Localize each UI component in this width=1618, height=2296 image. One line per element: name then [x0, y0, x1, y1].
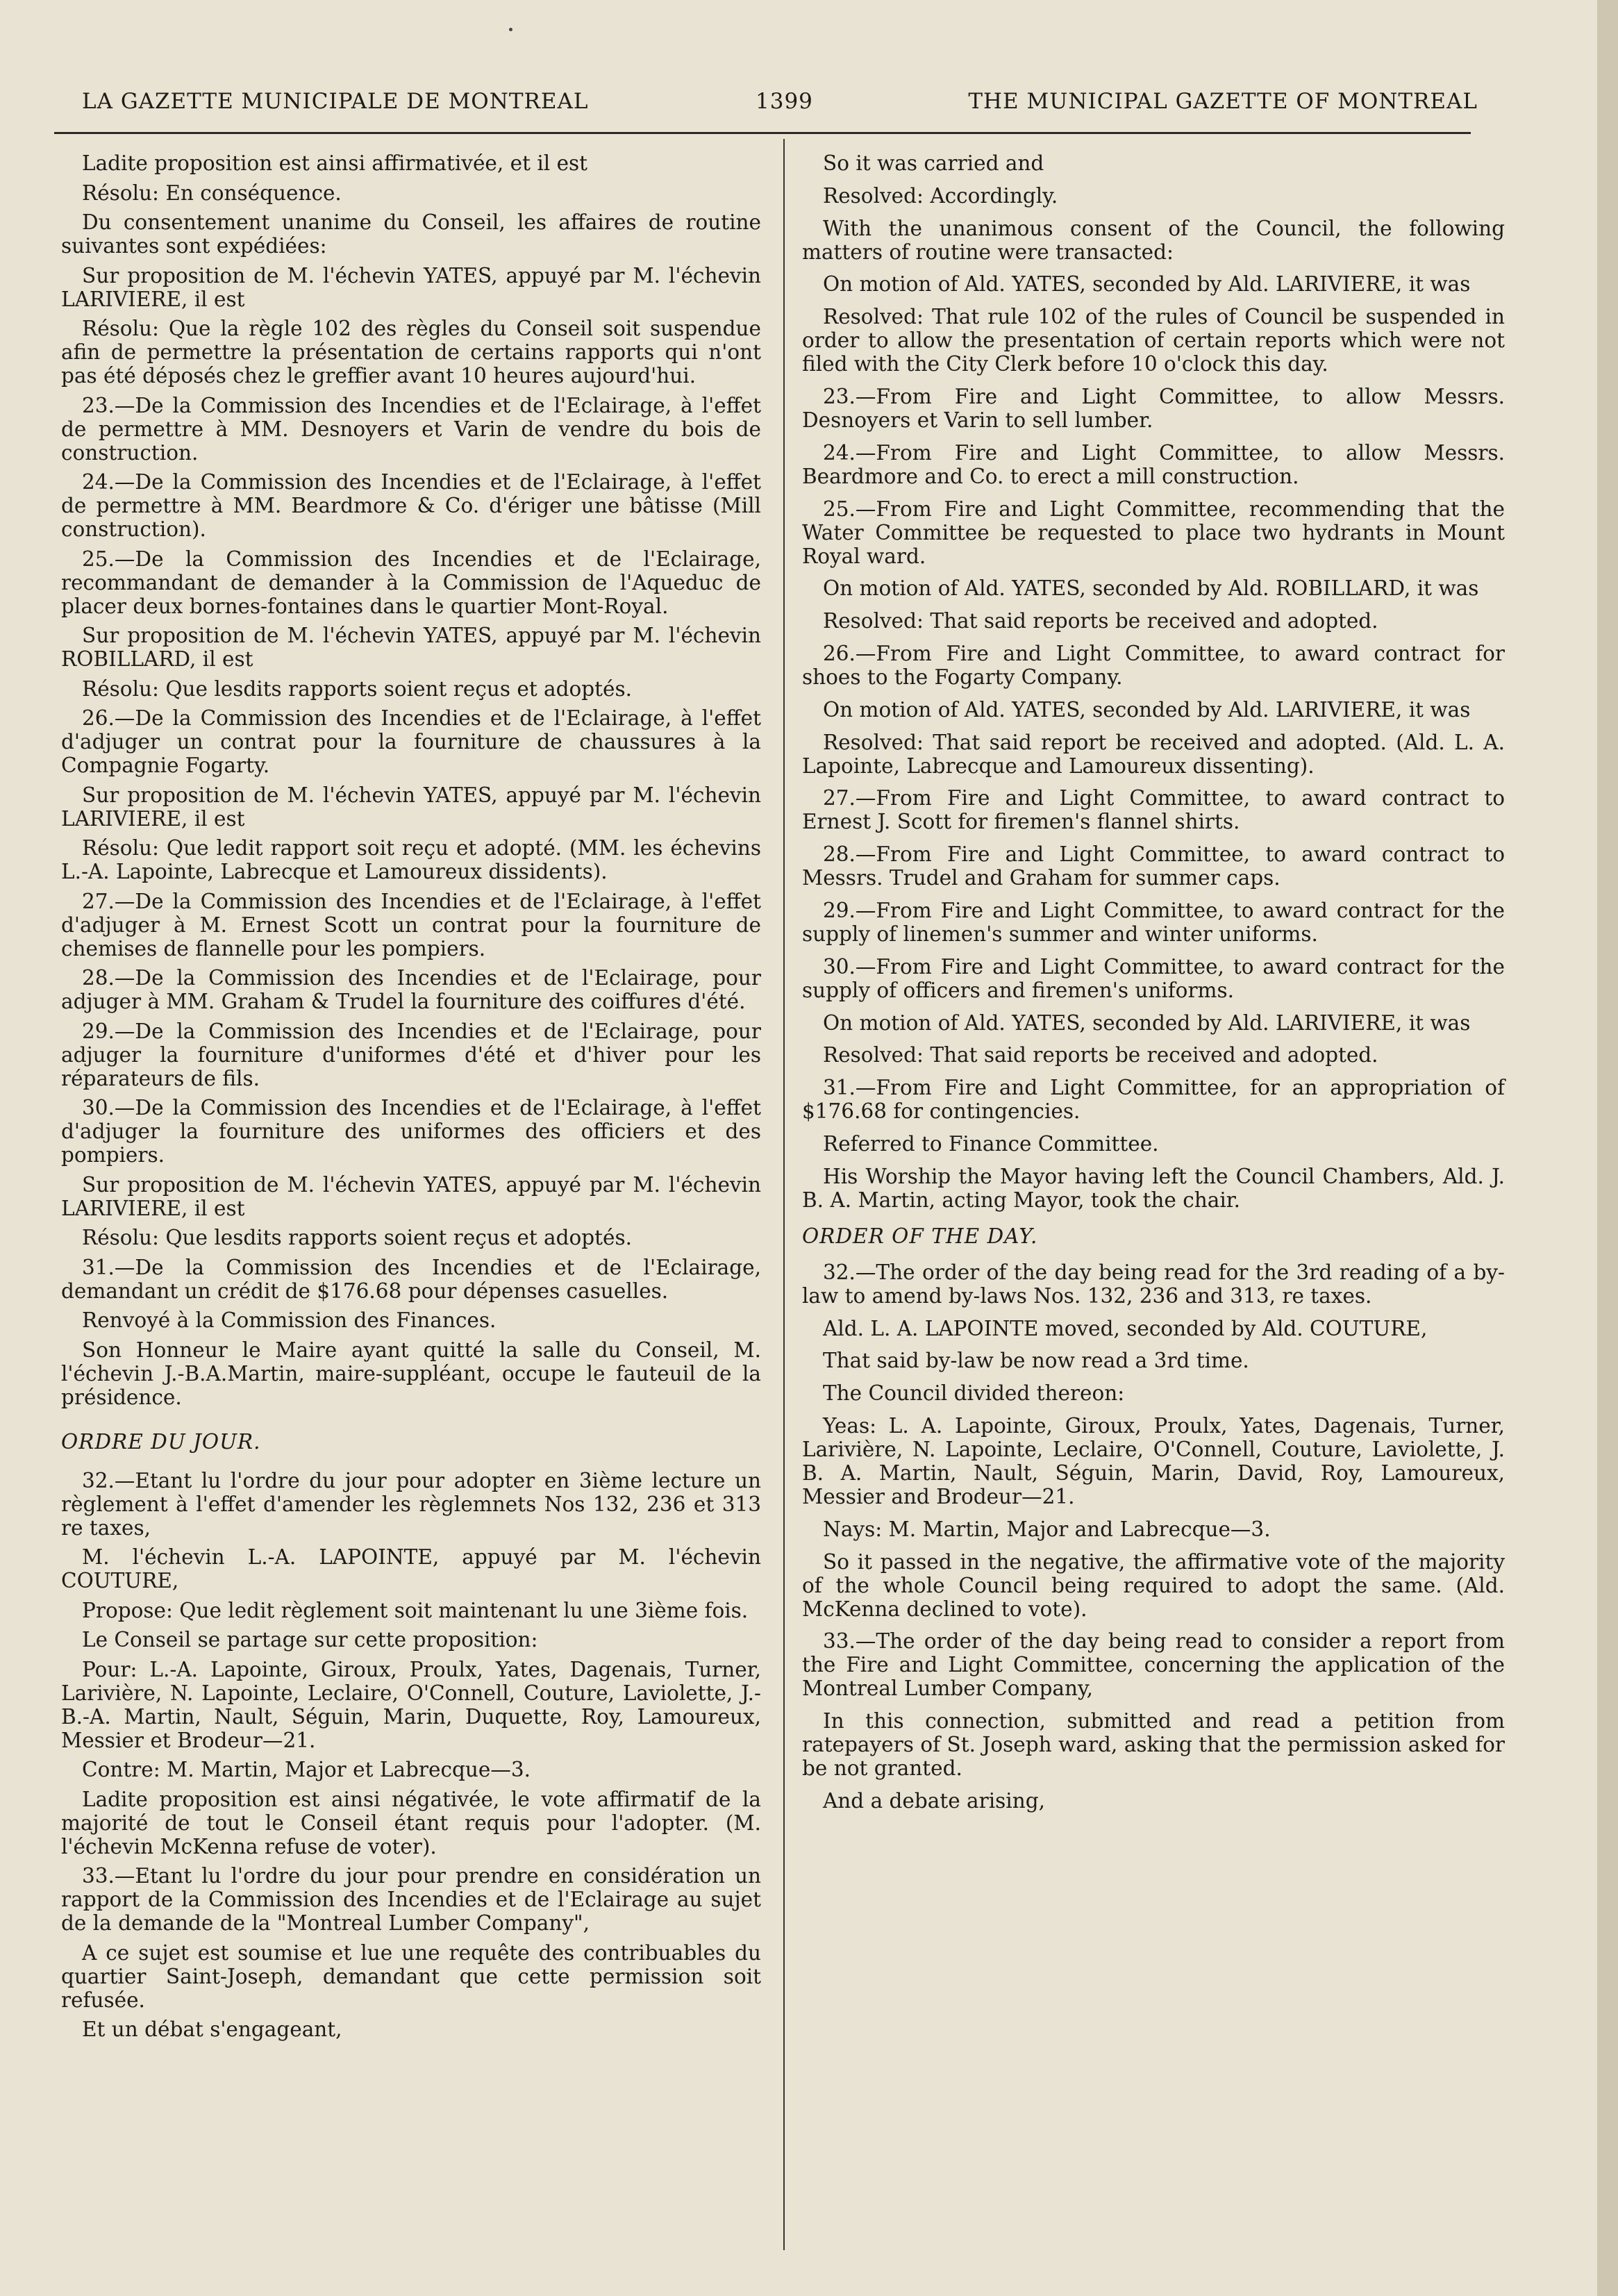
paragraph: 30.—De la Commission des Incendies et de l'Eclairage, à l'effet d'adjuger la fourniture des uniformes des officiers et des pompiers. — [61, 1096, 761, 1167]
paragraph: Referred to Finance Committee. — [823, 1131, 1159, 1156]
paragraph: Ladite proposition est ainsi affirmativée, et il est — [82, 151, 588, 175]
paragraph: Resolved: That rule 102 of the rules of Council be suspended in order to allow the presentation of certain reports which were not filed with the City Clerk before 10 o'clock this day. — [802, 305, 1505, 376]
page-number: 1399 — [756, 89, 813, 114]
paragraph: Resolved: That said reports be received and adopted. — [823, 609, 1378, 633]
paragraph: Sur proposition de M. l'échevin YATES, appuyé par M. l'échevin LARIVIERE, il est — [61, 783, 761, 831]
page-edge — [1597, 0, 1618, 2296]
paragraph: 30.—From Fire and Light Committee, to award contract for the supply of officers and firemen's uniforms. — [802, 954, 1505, 1002]
paragraph: Resolved: That said report be received and adopted. (Ald. L. A. Lapointe, Labrecque and Lamoureux dissenting). — [802, 730, 1505, 778]
paragraph: Renvoyé à la Commission des Finances. — [82, 1308, 497, 1332]
paragraph: Resolved: Accordingly. — [823, 183, 1058, 208]
paragraph: 33.—The order of the day being read to consider a report from the Fire and Light Committee, concerning the application of the Montreal Lumber Company, — [802, 1629, 1505, 1701]
paragraph: M. l'échevin L.-A. LAPOINTE, appuyé par M. l'échevin COUTURE, — [61, 1545, 761, 1592]
paragraph: Du consentement unanime du Conseil, les affaires de routine suivantes sont expédiées: — [61, 210, 761, 258]
print-speck — [509, 28, 512, 31]
paragraph: With the unanimous consent of the Council, the following matters of routine were transacted: — [802, 216, 1505, 264]
paragraph: Resolved: That said reports be received and adopted. — [823, 1043, 1378, 1067]
paragraph: 28.—From Fire and Light Committee, to award contract to Messrs. Trudel and Graham for summer caps. — [802, 842, 1505, 890]
paragraph: Pour: L.-A. Lapointe, Giroux, Proulx, Yates, Dagenais, Turner, Larivière, N. Lapointe, Leclaire, O'Connell, Couture, Laviolette, J.-B.-A. Martin, Nault, Séguin, Marin, Duquette, Roy, Lamoureux, Messier et Brodeur—21. — [61, 1657, 761, 1752]
paragraph: Propose: Que ledit règlement soit maintenant lu une 3ième fois. — [82, 1598, 749, 1622]
paragraph: Contre: M. Martin, Major et Labrecque—3. — [82, 1758, 531, 1781]
paragraph: On motion of Ald. YATES, seconded by Ald. ROBILLARD, it was — [823, 576, 1479, 601]
header-french-title: LA GAZETTE MUNICIPALE DE MONTREAL — [82, 89, 589, 114]
paragraph: 29.—From Fire and Light Committee, to award contract for the supply of linemen's summer and winter uniforms. — [802, 898, 1505, 946]
column-divider — [783, 139, 785, 2250]
paragraph: His Worship the Mayor having left the Council Chambers, Ald. J. B. A. Martin, acting Mayor, took the chair. — [802, 1164, 1505, 1212]
paragraph: On motion of Ald. YATES, seconded by Ald. LARIVIERE, it was — [823, 697, 1471, 722]
paragraph: 26.—From Fire and Light Committee, to award contract for shoes to the Fogarty Company. — [802, 641, 1505, 689]
paragraph: Le Conseil se partage sur cette proposition: — [82, 1628, 538, 1652]
paragraph: Ladite proposition est ainsi négativée, le vote affirmatif de la majorité de tout le Conseil étant requis pour l'adopter. (M. l'échevin McKenna refuse de voter). — [61, 1787, 761, 1858]
paragraph: Nays: M. Martin, Major and Labrecque—3. — [823, 1517, 1271, 1541]
paragraph: 23.—De la Commission des Incendies et de l'Eclairage, à l'effet de permettre à MM. Desnoyers et Varin de vendre du bois de construction. — [61, 393, 761, 465]
paragraph: 32.—The order of the day being read for the 3rd reading of a by-law to amend by-laws Nos. 132, 236 and 313, re taxes. — [802, 1260, 1505, 1308]
section-heading: ORDER OF THE DAY. — [802, 1224, 1038, 1248]
paragraph: A ce sujet est soumise et lue une requête des contribuables du quartier Saint-Joseph, demandant que cette permission soit refusée. — [61, 1940, 761, 2012]
paragraph: So it passed in the negative, the affirmative vote of the majority of the whole Council being required to adopt the same. (Ald. McKenna declined to vote). — [802, 1549, 1505, 1621]
section-heading: ORDRE DU JOUR. — [61, 1429, 261, 1454]
french-column — [61, 151, 761, 2047]
paragraph: Sur proposition de M. l'échevin YATES, appuyé par M. l'échevin LARIVIERE, il est — [61, 1172, 761, 1220]
paragraph: On motion of Ald. YATES, seconded by Ald. LARIVIERE, it was — [823, 272, 1471, 297]
paragraph: 31.—From Fire and Light Committee, for an appropriation of $176.68 for contingencies. — [802, 1076, 1505, 1124]
paragraph: 24.—From Fire and Light Committee, to allow Messrs. Beardmore and Co. to erect a mill construction. — [802, 440, 1505, 488]
paragraph: Et un débat s'engageant, — [82, 2018, 342, 2041]
paragraph: Ald. L. A. LAPOINTE moved, seconded by Ald. COUTURE, — [823, 1316, 1428, 1340]
paragraph: 31.—De la Commission des Incendies et de l'Eclairage, demandant un crédit de $176.68 pour dépenses casuelles. — [61, 1255, 761, 1303]
paragraph: 26.—De la Commission des Incendies et de l'Eclairage, à l'effet d'adjuger un contrat pour la fourniture de chaussures à la Compagnie Fogarty. — [61, 706, 761, 777]
paragraph: Résolu: Que ledit rapport soit reçu et adopté. (MM. les échevins L.-A. Lapointe, Labrecque et Lamoureux dissidents). — [61, 836, 761, 883]
paragraph: On motion of Ald. YATES, seconded by Ald. LARIVIERE, it was — [823, 1010, 1471, 1035]
paragraph: In this connection, submitted and read a petition from ratepayers of St. Joseph ward, asking that the permission asked for be not granted. — [802, 1709, 1505, 1781]
paragraph: 23.—From Fire and Light Committee, to allow Messrs. Desnoyers et Varin to sell lumber. — [802, 384, 1505, 432]
paragraph: Sur proposition de M. l'échevin YATES, appuyé par M. l'échevin ROBILLARD, il est — [61, 624, 761, 671]
paragraph: 28.—De la Commission des Incendies et de l'Eclairage, pour adjuger à MM. Graham & Trudel la fourniture des coiffures d'été. — [61, 966, 761, 1013]
paragraph: Résolu: Que la règle 102 des règles du Conseil soit suspendue afin de permettre la présentation de certains rapports qui n'ont pas été déposés chez le greffier avant 10 heures aujourd'hui. — [61, 317, 761, 388]
paragraph: So it was carried and — [823, 151, 1044, 175]
header-english-title: THE MUNICIPAL GAZETTE OF MONTREAL — [968, 89, 1478, 114]
paragraph: Résolu: Que lesdits rapports soient reçus et adoptés. — [82, 1226, 633, 1249]
paragraph: 29.—De la Commission des Incendies et de l'Eclairage, pour adjuger la fourniture d'uniformes d'été et d'hiver pour les réparateurs de fils. — [61, 1019, 761, 1090]
paragraph: That said by-law be now read a 3rd time. — [823, 1349, 1249, 1373]
running-header — [82, 89, 1478, 121]
paragraph: 33.—Etant lu l'ordre du jour pour prendre en considération un rapport de la Commission des Incendies et de l'Eclairage au sujet de la demande de la "Montreal Lumber Company", — [61, 1864, 761, 1935]
paragraph: Résolu: Que lesdits rapports soient reçus et adoptés. — [82, 676, 633, 701]
paragraph: 25.—From Fire and Light Committee, recommending that the Water Committee be requested to place two hydrants in Mount Royal ward. — [802, 497, 1505, 568]
paragraph: 27.—De la Commission des Incendies et de l'Eclairage, à l'effet d'adjuger à M. Ernest Scott un contrat pour la fourniture de chemises de flannelle pour les pompiers. — [61, 889, 761, 960]
paragraph: And a debate arising, — [823, 1788, 1045, 1813]
paragraph: 27.—From Fire and Light Committee, to award contract to Ernest J. Scott for firemen's flannel shirts. — [802, 786, 1505, 834]
paragraph: 25.—De la Commission des Incendies et de l'Eclairage, recommandant de demander à la Commission de l'Aqueduc de placer deux bornes-fontaines dans le quartier Mont-Royal. — [61, 547, 761, 618]
paragraph: Résolu: En conséquence. — [82, 181, 342, 205]
paragraph: 24.—De la Commission des Incendies et de l'Eclairage, à l'effet de permettre à MM. Beardmore & Co. d'ériger une bâtisse (Mill construction). — [61, 470, 761, 541]
header-rule — [54, 132, 1471, 134]
paragraph: Sur proposition de M. l'échevin YATES, appuyé par M. l'échevin LARIVIERE, il est — [61, 263, 761, 311]
paragraph: 32.—Etant lu l'ordre du jour pour adopter en 3ième lecture un règlement à l'effet d'amender les règlemnets Nos 132, 236 et 313 re taxes, — [61, 1468, 761, 1540]
english-column — [802, 151, 1505, 1822]
paragraph: Yeas: L. A. Lapointe, Giroux, Proulx, Yates, Dagenais, Turner, Larivière, N. Lapointe, Leclaire, O'Connell, Couture, Laviolette, J. B. A. Martin, Nault, Séguin, Marin, David, Roy, Lamoureux, Messier and Brodeur—21. — [802, 1413, 1505, 1508]
paragraph: The Council divided thereon: — [823, 1381, 1125, 1406]
paragraph: Son Honneur le Maire ayant quitté la salle du Conseil, M. l'échevin J.-B.A.Martin, maire-suppléant, occupe le fauteuil de la présidence. — [61, 1338, 761, 1409]
